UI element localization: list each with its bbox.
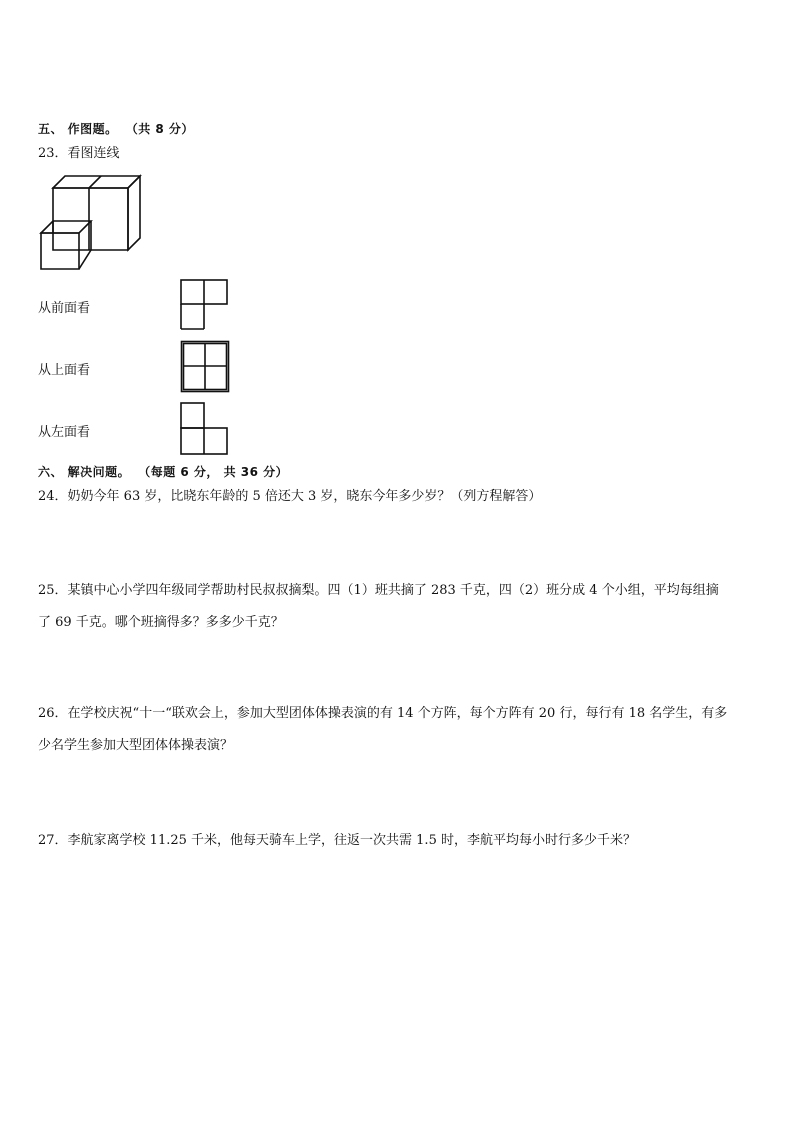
question-number: 27．	[38, 833, 68, 848]
view-label-top: 从上面看	[38, 363, 91, 378]
question-text: 在学校庆祝“十一“联欢会上，参加大型团体体操表演的有 14 个方阵，每个方阵有 20 行，每行有 18 名学生，有多	[67, 706, 728, 721]
question-text: 某镇中心小学四年级同学帮助村民叔叔摘梨。四（1）班共摘了 283 千克，四（2）班分成 4 个小组，平均每组摘	[67, 583, 719, 598]
view-label-left: 从左面看	[38, 425, 91, 440]
question-26-line-1	[38, 706, 727, 722]
question-number: 24．	[38, 489, 68, 504]
question-number: 25．	[38, 583, 68, 598]
section-5-heading	[38, 120, 194, 137]
section-5-title: 五、 作图题。	[38, 122, 118, 136]
question-number: 26．	[38, 706, 68, 721]
section-6-points: （每题 6 分， 共 36 分）	[144, 465, 289, 479]
question-26-line-2: 少名学生参加大型团体体操表演？	[38, 738, 234, 753]
question-24	[38, 489, 541, 505]
top-view-grid	[180, 340, 232, 394]
question-text: 看图连线	[67, 146, 120, 161]
question-23	[38, 146, 120, 162]
question-27	[38, 833, 636, 849]
question-25-line-2: 了 69 千克。哪个班摘得多？多多少千克？	[38, 615, 284, 630]
view-label-front: 从前面看	[38, 301, 91, 316]
section-6-title: 六、 解决问题。	[38, 465, 131, 479]
left-view-grid	[180, 402, 230, 456]
cube-stack-figure	[38, 172, 138, 272]
section-6-heading	[38, 463, 288, 480]
front-view-grid	[180, 279, 230, 331]
question-number: 23．	[38, 146, 68, 161]
question-text: 李航家离学校 11.25 千米，他每天骑车上学，往返一次共需 1.5 时，李航平均每小时行多少千米？	[67, 833, 636, 848]
section-5-points: （共 8 分）	[131, 122, 194, 136]
question-text: 奶奶今年 63 岁，比晓东年龄的 5 倍还大 3 岁，晓东今年多少岁？（列方程解答）	[67, 489, 542, 504]
question-25-line-1	[38, 583, 719, 599]
